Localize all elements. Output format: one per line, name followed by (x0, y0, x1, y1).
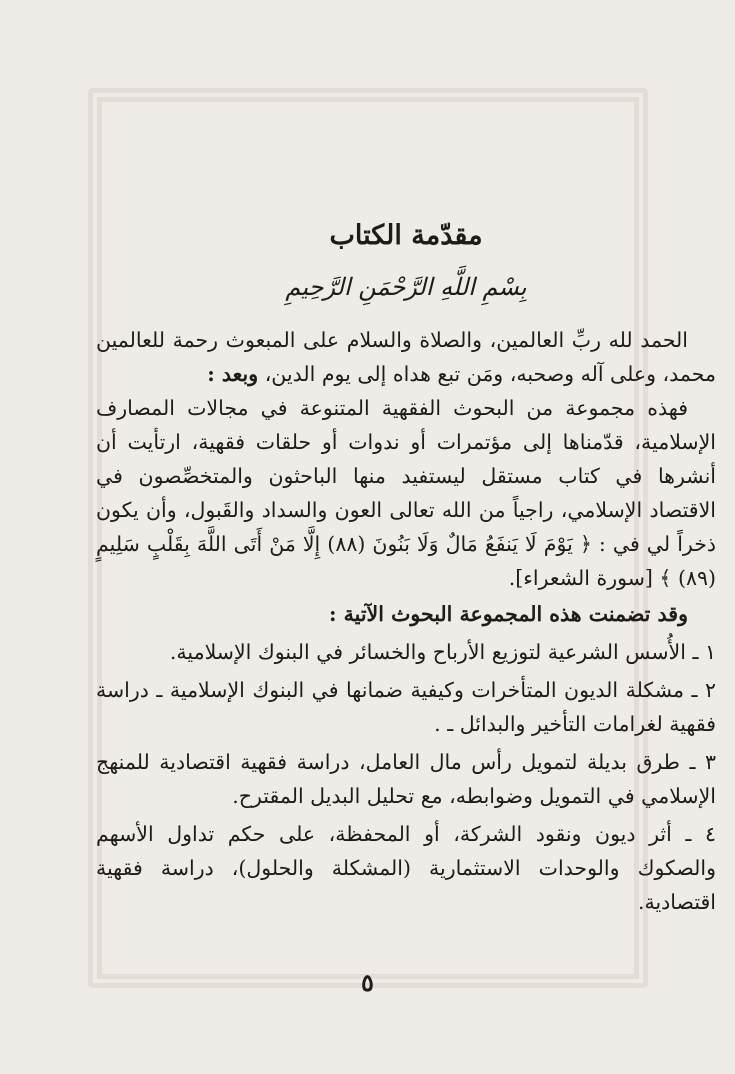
page-title: مقدّمة الكتاب (329, 220, 483, 251)
intro-bold: وبعد : (207, 362, 259, 386)
page-content (96, 220, 716, 919)
basmala: بِسْمِ اللَّهِ الرَّحْمَنِ الرَّحِيمِ (285, 273, 527, 301)
intro-paragraph (96, 323, 716, 391)
list-item-4: ٤ ـ أثر ديون ونقود الشركة، أو المحفظة، على حكم تداول الأسهم والصكوك والوحدات الاستثمارية (المشكلة والحلول)، دراسة فقهية اقتصادية. (96, 822, 716, 914)
page-number: ٥ (361, 968, 374, 997)
list-heading: وقد تضمنت هذه المجموعة البحوث الآتية : (328, 602, 688, 626)
list-item-2: ٢ ـ مشكلة الديون المتأخرات وكيفية ضمانها في البنوك الإسلامية ـ دراسة فقهية لغرامات التأخير والبدائل ـ . (96, 678, 716, 736)
list-item-3: ٣ ـ طرق بديلة لتمويل رأس مال العامل، دراسة فقهية اقتصادية للمنهج الإسلامي في التمويل وضوابطه، مع تحليل البديل المقترح. (96, 750, 716, 808)
list-item-1: ١ ـ الأُسس الشرعية لتوزيع الأرباح والخسائر في البنوك الإسلامية. (169, 640, 716, 664)
paragraph-1: فهذه مجموعة من البحوث الفقهية المتنوعة في مجالات المصارف الإسلامية، قدّمناها إلى مؤتمرات أو ندوات أو حلقات فقهية، ارتأيت أن أنشرها في كتاب مستقل ليستفيد منها الباحثون والمتخصِّصون في الاقتصاد الإسلامي، راجياً من الله تعالى العون والسداد والقَبول، وأن يكون ذخراً لي في : ﴿ يَوْمَ لَا يَنفَعُ مَالٌ وَلَا بَنُونَ (٨٨) إِلَّا مَنْ أَتَى اللَّهَ بِقَلْبٍ سَلِيمٍ (٨٩) ﴾ [سورة الشعراء]. (96, 396, 717, 590)
intro-text: الحمد لله ربِّ العالمين، والصلاة والسلام على المبعوث رحمة للعالمين محمد، وعلى آله وصحبه، ومَن تبع هداه إلى يوم الدين، (96, 328, 716, 386)
